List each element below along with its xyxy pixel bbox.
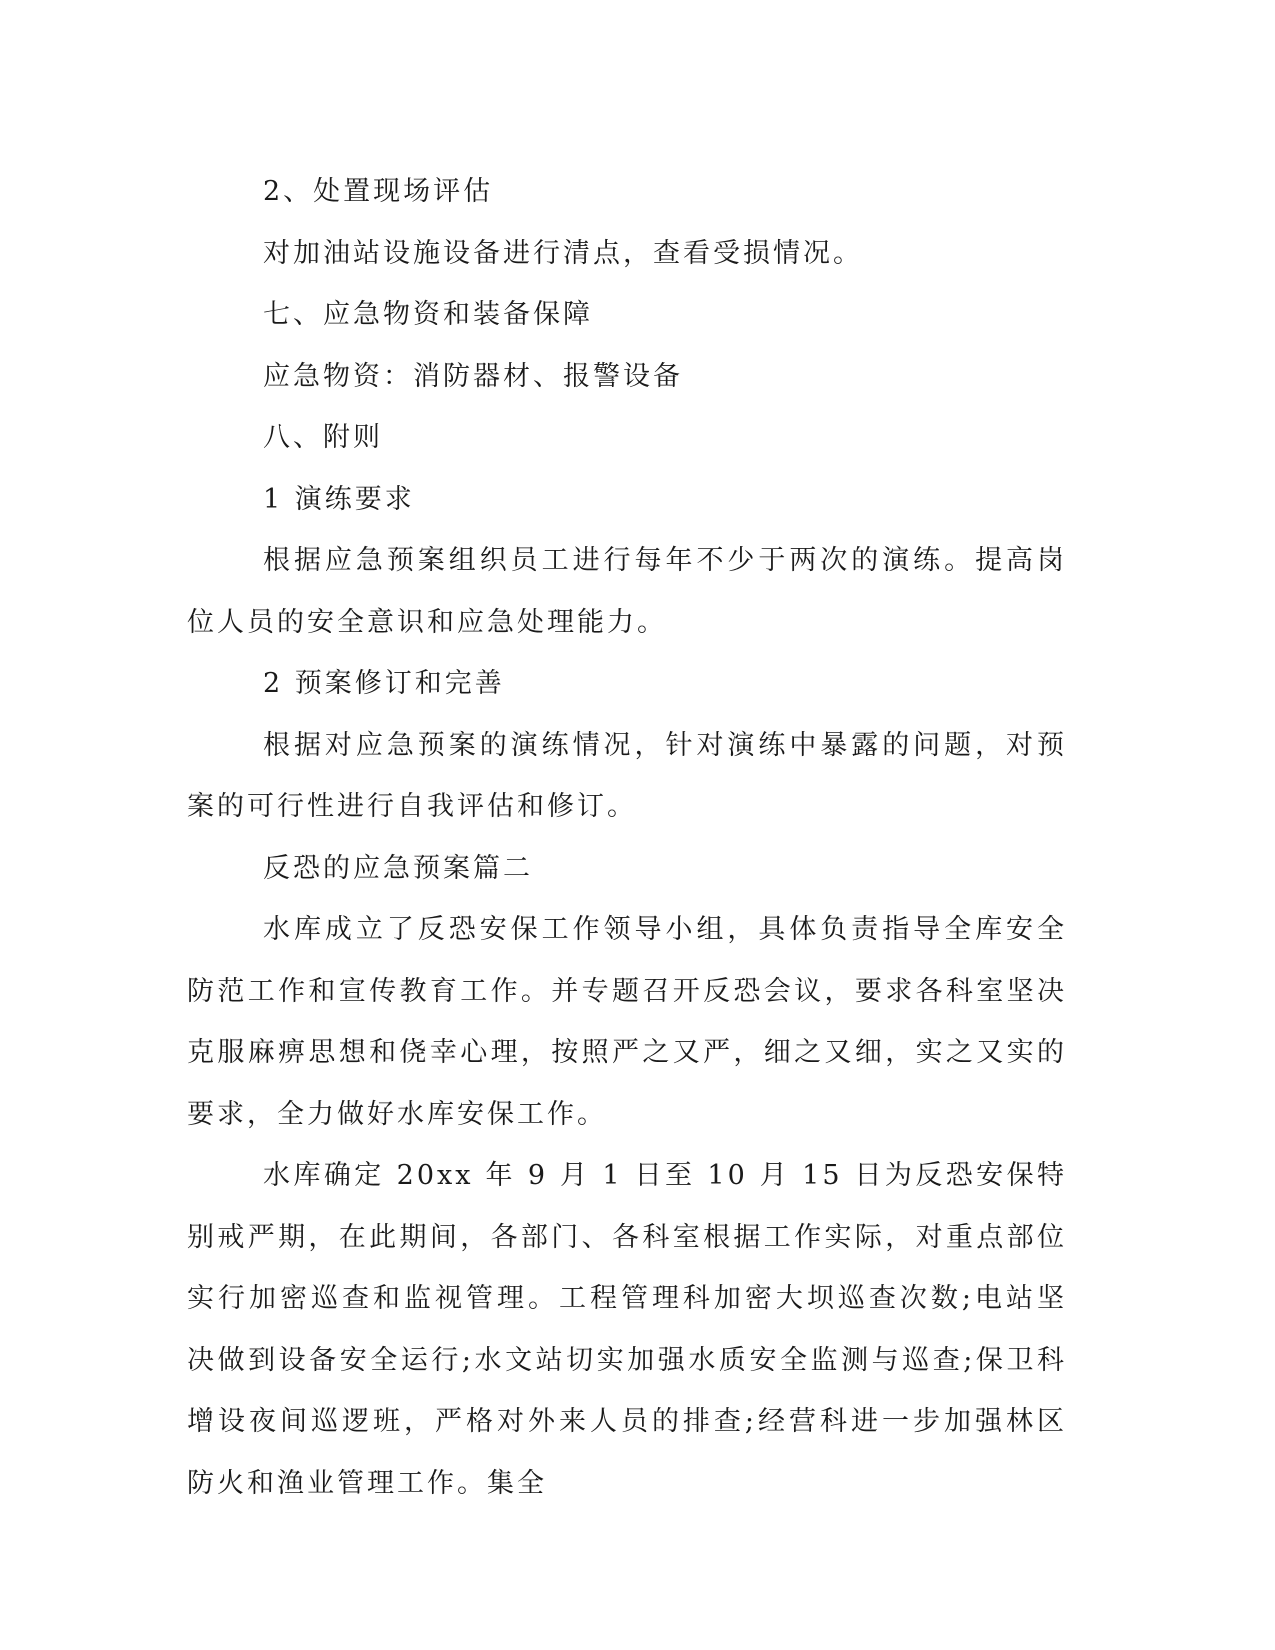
paragraph: 对加油站设施设备进行清点，查看受损情况。 — [263, 237, 863, 269]
paragraph-section-heading: 2 预案修订和完善 — [263, 668, 505, 699]
paragraph: 水库确定 20xx 年 9 月 1 日至 10 月 15 日为反恐安保特别戒严期，在此期间，各部门、各科室根据工作实际，对重点部位实行加密巡查和监视管理。工程管理科加密大坝巡查次数;电站坚决做到设备安全运行;水文站切实加强水质安全监测与巡查;保卫科增设夜间巡逻班，严格对外来人员的排查;经营科进一步加强林区防火和渔业管理工作。集全 — [187, 1160, 1067, 1499]
paragraph: 水库成立了反恐安保工作领导小组，具体负责指导全库安全防范工作和宣传教育工作。并专题召开反恐会议，要求各科室坚决克服麻痹思想和侥幸心理，按照严之又严，细之又细，实之又实的要求，全力做好水库安保工作。 — [187, 914, 1067, 1130]
paragraph: 根据对应急预案的演练情况，针对演练中暴露的问题，对预案的可行性进行自我评估和修订。 — [187, 729, 1067, 822]
document-body — [187, 161, 1067, 1514]
paragraph-section-heading: 1 演练要求 — [263, 483, 415, 515]
paragraph: 应急物资：消防器材、报警设备 — [263, 360, 683, 392]
paragraph-section-heading: 七、应急物资和装备保障 — [263, 299, 593, 330]
paragraph-chapter-title: 反恐的应急预案篇二 — [263, 852, 533, 884]
paragraph: 根据应急预案组织员工进行每年不少于两次的演练。提高岗位人员的安全意识和应急处理能力。 — [187, 545, 1067, 638]
paragraph-section-heading: 八、附则 — [263, 422, 383, 453]
paragraph-section-heading: 2、处置现场评估 — [263, 176, 494, 207]
